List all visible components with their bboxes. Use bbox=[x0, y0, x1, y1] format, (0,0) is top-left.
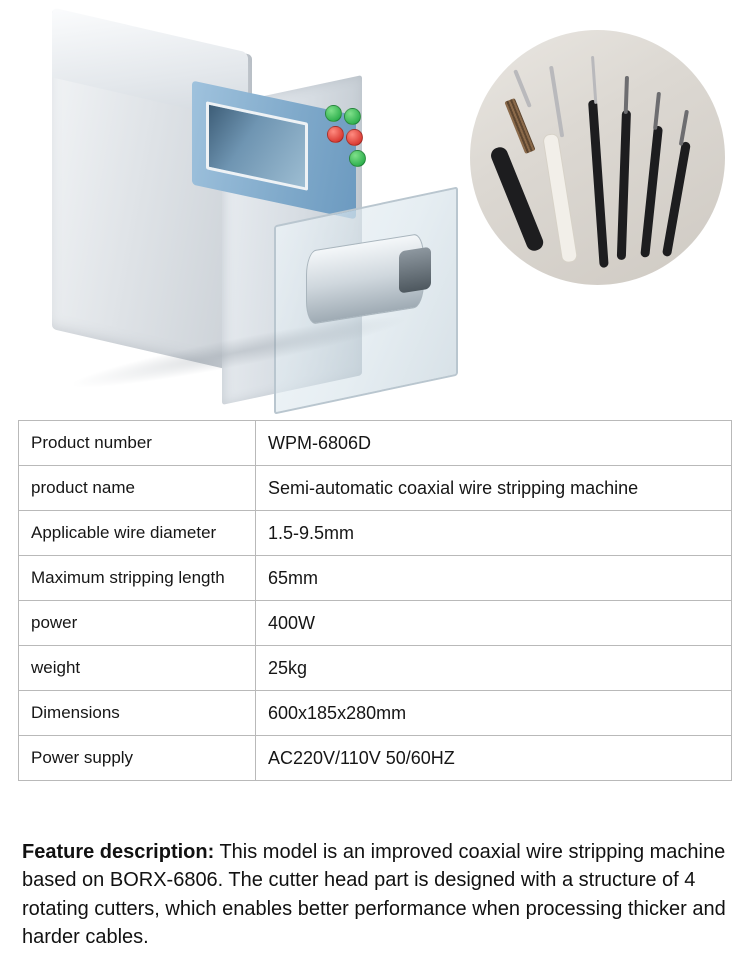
spec-value: 400W bbox=[256, 601, 732, 646]
table-row bbox=[19, 466, 732, 511]
table-row bbox=[19, 511, 732, 556]
product-photo-area bbox=[0, 0, 750, 408]
spec-key: Power supply bbox=[19, 736, 256, 781]
spec-key: Applicable wire diameter bbox=[19, 511, 256, 556]
start-button-2-icon bbox=[344, 108, 361, 125]
spec-key: product name bbox=[19, 466, 256, 511]
spec-value: AC220V/110V 50/60HZ bbox=[256, 736, 732, 781]
feature-description bbox=[22, 838, 728, 952]
stripping-machine-image bbox=[44, 20, 514, 410]
spec-key: Maximum stripping length bbox=[19, 556, 256, 601]
stop-button-icon bbox=[327, 126, 344, 143]
table-row bbox=[19, 556, 732, 601]
spec-value: 600x185x280mm bbox=[256, 691, 732, 736]
spec-value: 1.5-9.5mm bbox=[256, 511, 732, 556]
feature-description-label: Feature description: bbox=[22, 841, 215, 863]
spec-value: WPM-6806D bbox=[256, 421, 732, 466]
table-row bbox=[19, 601, 732, 646]
stripped-cables-photo bbox=[470, 30, 725, 285]
table-row bbox=[19, 646, 732, 691]
table-row bbox=[19, 736, 732, 781]
start-button-icon bbox=[325, 105, 342, 122]
specification-table-wrapper bbox=[18, 420, 732, 781]
spec-value: 25kg bbox=[256, 646, 732, 691]
aux-button-icon bbox=[349, 150, 366, 167]
spec-key: weight bbox=[19, 646, 256, 691]
table-row bbox=[19, 691, 732, 736]
stop-button-2-icon bbox=[346, 129, 363, 146]
feature-description-text: This model is an improved coaxial wire stripping machine based on BORX-6806. The cutter head part is designed with a structure of 4 rotating cutters, which enables better performance when processing thicker and harder cables. bbox=[22, 841, 726, 949]
table-row bbox=[19, 421, 732, 466]
spec-key: Dimensions bbox=[19, 691, 256, 736]
specification-table bbox=[18, 420, 732, 781]
spec-value: Semi-automatic coaxial wire stripping machine bbox=[256, 466, 732, 511]
spec-key: Product number bbox=[19, 421, 256, 466]
spec-key: power bbox=[19, 601, 256, 646]
spec-value: 65mm bbox=[256, 556, 732, 601]
